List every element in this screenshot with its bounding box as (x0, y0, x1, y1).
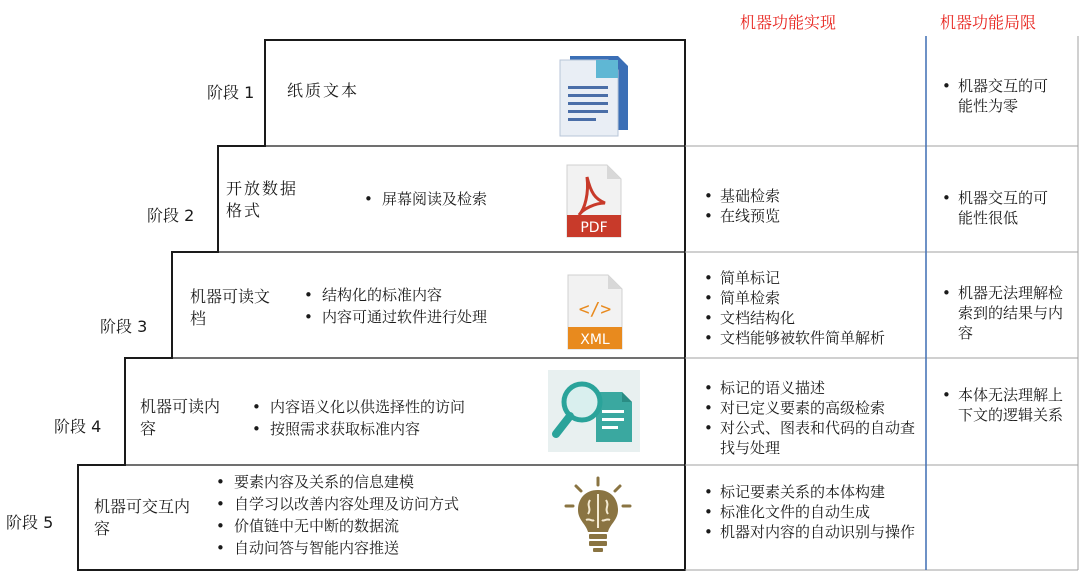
header-limitation: 机器功能局限 (940, 13, 1037, 32)
implementation-item: • 对已定义要素的高级检索 (698, 398, 923, 418)
paper-document-icon (556, 52, 632, 144)
implementation-item: • 简单检索 (698, 288, 926, 308)
stage-3-label: 阶段 3 (100, 317, 148, 336)
implementation-item: • 文档结构化 (698, 308, 926, 328)
implementation-item: • 基础检索 (698, 186, 923, 206)
limitation-item: • 机器交互的可能性为零 (936, 76, 1056, 116)
implementation-item: • 在线预览 (698, 206, 923, 226)
stage-3-bullet: • 内容可通过软件进行处理 (300, 306, 487, 328)
stage-4-title: 机器可读内容 (140, 397, 221, 438)
implementation-item: • 机器对内容的自动识别与操作 (698, 522, 923, 542)
stage-4-bullets (248, 396, 465, 440)
implementation-stage-2 (698, 186, 923, 226)
limitation-stage-3 (936, 283, 1072, 343)
stage-3-bullet: • 结构化的标准内容 (300, 284, 487, 306)
stage-3-bullets (300, 284, 487, 328)
stage-5-label: 阶段 5 (6, 513, 54, 532)
implementation-item: • 文档能够被软件简单解析 (698, 328, 926, 348)
limitation-item: • 机器交互的可能性很低 (936, 188, 1056, 228)
stage-2-title: 开放数据格式 (226, 179, 299, 220)
stage-2-bullets (360, 188, 487, 210)
xml-file-icon (566, 273, 624, 355)
stage-4-bullet: • 按照需求获取标准内容 (248, 418, 465, 440)
implementation-item: • 对公式、图表和代码的自动查找与处理 (698, 418, 923, 458)
stage-5-bullet: • 自动问答与智能内容推送 (212, 537, 459, 559)
stage-4-label: 阶段 4 (54, 417, 102, 436)
stage-5-bullet: • 价值链中无中断的数据流 (212, 515, 459, 537)
stage-4-bullet: • 内容语义化以供选择性的访问 (248, 396, 465, 418)
implementation-stage-5 (698, 482, 923, 542)
stage-3-title: 机器可读文档 (190, 287, 271, 328)
implementation-item: • 简单标记 (698, 268, 926, 288)
limitation-item: • 机器无法理解检索到的结果与内容 (936, 283, 1072, 343)
implementation-item: • 标准化文件的自动生成 (698, 502, 923, 522)
limitation-stage-1 (936, 76, 1056, 116)
stage-5-title: 机器可交互内容 (94, 497, 191, 538)
stage-5-bullet: • 要素内容及关系的信息建模 (212, 471, 459, 493)
stage-2-bullet: • 屏幕阅读及检索 (360, 188, 487, 210)
implementation-item: • 标记的语义描述 (698, 378, 923, 398)
limitation-stage-4 (936, 385, 1072, 425)
xml-icon-text: XML (580, 332, 610, 348)
implementation-stage-3 (698, 268, 926, 348)
implementation-item: • 标记要素关系的本体构建 (698, 482, 923, 502)
stage-2-label: 阶段 2 (147, 206, 195, 225)
pdf-icon-text: PDF (580, 220, 608, 236)
limitation-stage-2 (936, 188, 1056, 228)
stage-1-title: 纸质文本 (287, 81, 360, 100)
stage-5-bullets (212, 471, 459, 559)
stage-1-label: 阶段 1 (207, 83, 255, 102)
pdf-file-icon (565, 163, 623, 243)
header-implementation: 机器功能实现 (740, 13, 837, 32)
xml-code-glyph: </> (578, 299, 612, 320)
brain-bulb-icon (562, 476, 634, 558)
stage-5-bullet: • 自学习以改善内容处理及访问方式 (212, 493, 459, 515)
search-document-icon (548, 370, 640, 456)
limitation-item: • 本体无法理解上下文的逻辑关系 (936, 385, 1072, 425)
implementation-stage-4 (698, 378, 923, 458)
